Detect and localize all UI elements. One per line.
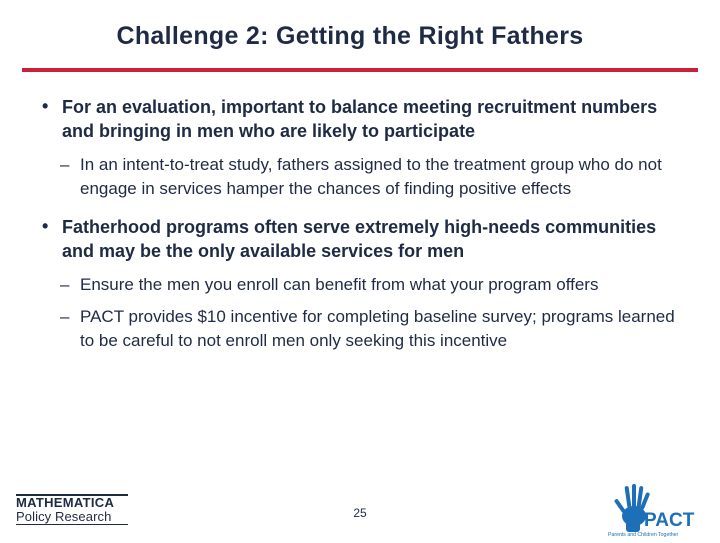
pact-hand-icon xyxy=(604,482,712,538)
dash-icon: – xyxy=(60,155,70,174)
mathematica-logo xyxy=(16,494,132,530)
bullet-1-text: For an evaluation, important to balance meeting recruitment numbers and bringing in men who are likely to participate xyxy=(62,97,658,141)
bullet-1 xyxy=(42,95,682,143)
pact-logo xyxy=(604,482,712,538)
pact-wordmark: PACT xyxy=(644,510,695,531)
bullet-1-sub-1 xyxy=(42,153,682,201)
logo-rule-bottom xyxy=(16,524,128,525)
page-number: 25 xyxy=(353,506,367,520)
bullet-dot-icon: • xyxy=(42,96,49,116)
bullet-2-sub-1-text: Ensure the men you enroll can benefit from what your program offers xyxy=(80,275,599,294)
pact-tagline: Parents and Children Together xyxy=(608,532,679,538)
bullet-dot-icon: • xyxy=(42,216,49,236)
bullet-2-text: Fatherhood programs often serve extremely high-needs communities and may be the only available services for men xyxy=(62,217,657,261)
slide-content xyxy=(42,95,682,353)
title-divider xyxy=(22,68,698,72)
bullet-2-sub-2 xyxy=(42,305,682,353)
logo-line-2: Policy Research xyxy=(16,509,112,524)
bullet-2-sub-1 xyxy=(42,273,682,297)
logo-line-1: MATHEMATICA xyxy=(16,495,115,510)
slide-title: Challenge 2: Getting the Right Fathers xyxy=(116,22,584,50)
bullet-1-sub-1-text: In an intent-to-treat study, fathers assigned to the treatment group who do not engage in services hamper the chances of finding positive effects xyxy=(80,155,662,198)
bullet-2-sub-2-text: PACT provides $10 incentive for completing baseline survey; programs learned to be careful to not enroll men only seeking this incentive xyxy=(80,307,675,350)
dash-icon: – xyxy=(60,307,70,326)
bullet-2 xyxy=(42,215,682,263)
dash-icon: – xyxy=(60,275,70,294)
